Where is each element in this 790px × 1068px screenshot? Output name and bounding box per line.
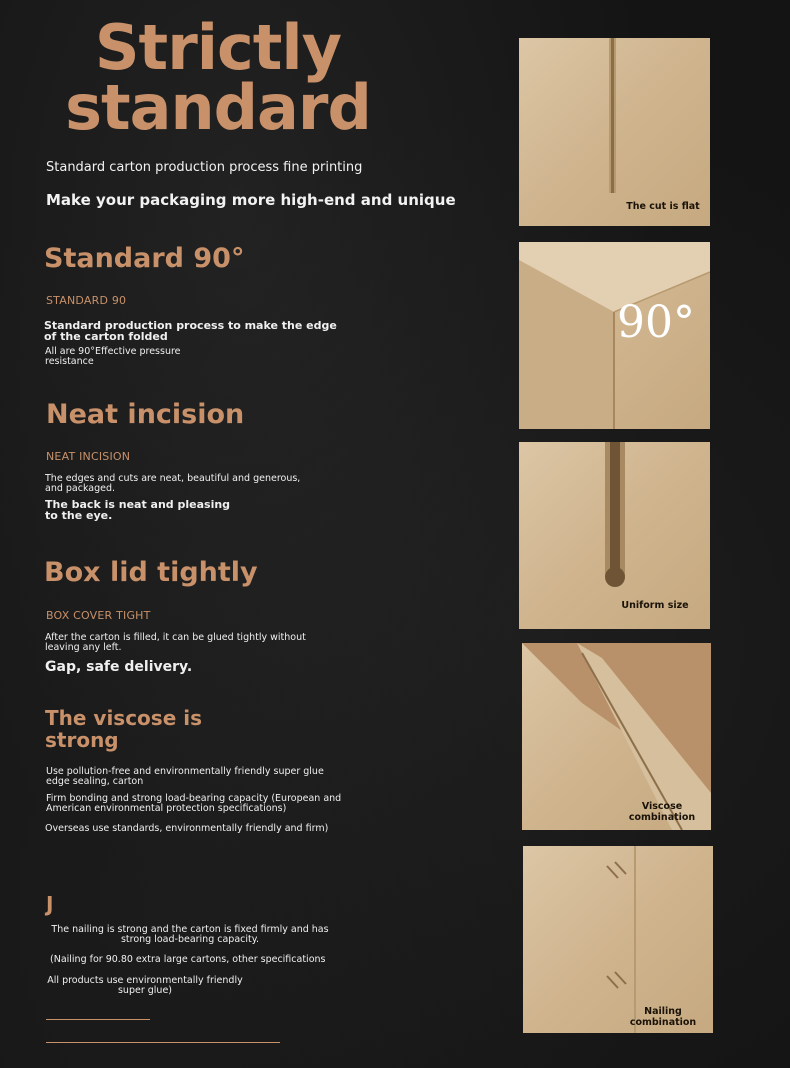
staple-illustration: [523, 846, 713, 1033]
nailing-desc-1: The nailing is strong and the carton is fixed firmly and has strong load-bearing capacity.: [51, 924, 329, 945]
hero-subtitle-1: Standard carton production process fine printing: [46, 160, 363, 175]
photo-cut-flat: [519, 38, 710, 226]
caption-nailing: Nailing combination: [629, 1006, 697, 1028]
viscose-desc-2: Firm bonding and strong load-bearing capacity (European and American environmental protection specifications): [46, 793, 342, 814]
section-en-standard-90: STANDARD 90: [46, 294, 127, 307]
divider-short: [46, 1019, 150, 1020]
photo-nailing: [523, 846, 713, 1033]
neat-incision-desc-1: The edges and cuts are neat, beautiful and generous, and packaged.: [45, 473, 301, 494]
section-title-neat-incision: Neat incision: [46, 399, 245, 430]
photo-viscose: [522, 643, 711, 830]
section-title-standard-90: Standard 90°: [44, 243, 245, 274]
cut-slot-illustration: [519, 38, 710, 226]
viscose-desc-1: Use pollution-free and environmentally friendly super glue edge sealing, carton: [46, 766, 324, 787]
standard-90-desc-2: All are 90°Effective pressure resistance: [45, 346, 181, 367]
caption-viscose: Viscose combination: [628, 801, 696, 823]
viscose-title-line2: strong: [45, 728, 119, 752]
section-en-box-lid: BOX COVER TIGHT: [46, 609, 151, 622]
photo-standard-90: [519, 242, 710, 429]
photo-uniform-size: [519, 442, 710, 629]
section-title-box-lid: Box lid tightly: [44, 557, 258, 588]
hero-title: [58, 11, 378, 144]
viscose-desc-3: Overseas use standards, environmentally friendly and firm): [45, 823, 329, 834]
divider-long: [46, 1042, 280, 1043]
caption-uniform-size: Uniform size: [621, 600, 689, 611]
nailing-desc-3: All products use environmentally friendly super glue): [47, 975, 243, 996]
section-title-viscose: [45, 707, 202, 751]
nailing-desc-2: (Nailing for 90.80 extra large cartons, other specifications: [50, 954, 326, 965]
hero-subtitle-2: Make your packaging more high-end and unique: [46, 191, 456, 209]
section-title-nailing: J: [46, 892, 54, 916]
viscose-title-line1: The viscose is: [45, 706, 202, 730]
box-lid-desc-1: After the carton is filled, it can be glued tightly without leaving any left.: [45, 632, 306, 653]
hero-title-line1: Strictly: [94, 11, 342, 84]
box-lid-desc-2: Gap, safe delivery.: [45, 659, 193, 675]
standard-90-desc-1: Standard production process to make the edge of the carton folded: [44, 319, 337, 343]
caption-cut-flat: The cut is flat: [626, 201, 700, 212]
neat-incision-desc-2: The back is neat and pleasing to the eye.: [45, 498, 231, 522]
section-en-neat-incision: NEAT INCISION: [46, 450, 131, 463]
hero-title-line2: standard: [65, 71, 371, 144]
overlay-90-degree: 90°: [617, 297, 695, 348]
